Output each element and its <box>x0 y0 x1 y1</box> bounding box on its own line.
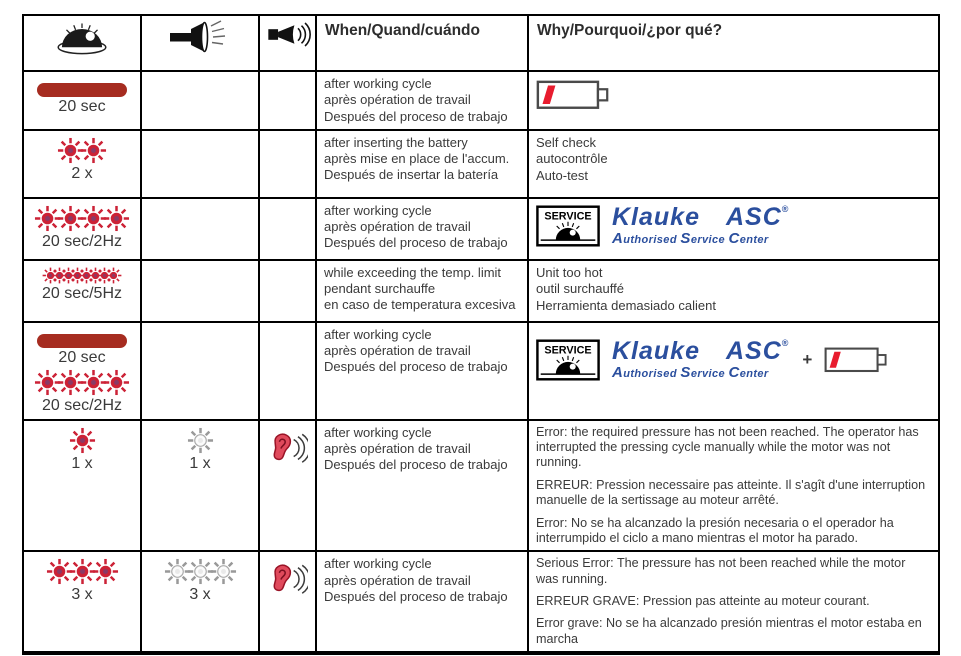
why-paragraph: Error: the required pressure has not been reached. The operator has interrupted the pressing cycle manually while the motor was not running. <box>536 424 919 470</box>
when-line: after working cycle <box>324 202 432 218</box>
klauke-brand-text: Klauke <box>612 203 700 232</box>
when-line: Después del proceso de trabajo <box>324 359 508 375</box>
registered-mark: ® <box>781 204 789 215</box>
led-solid-bar-icon <box>37 334 127 348</box>
table-row <box>23 260 939 322</box>
beeper-signal <box>268 562 308 603</box>
when-line: après opération de travail <box>324 572 471 588</box>
flash-blink-group <box>149 427 251 473</box>
why-cell <box>528 260 939 322</box>
table-row <box>23 322 939 420</box>
horn-indicator-cell <box>259 420 316 552</box>
indicator-table-body <box>23 71 939 653</box>
table-row <box>23 420 939 552</box>
why-cell <box>528 322 939 420</box>
blink-sequence <box>46 267 118 284</box>
when-line: après opération de travail <box>324 441 471 456</box>
header-row <box>23 15 939 71</box>
when-line: Después del proceso de trabajo <box>324 235 508 251</box>
why-cell <box>528 420 939 552</box>
why-paragraph: ERREUR GRAVE: Pression pas atteinte au moteur courant. <box>536 593 870 608</box>
led-blink-icon <box>105 267 122 284</box>
when-cell <box>316 551 528 653</box>
led-blink-group <box>31 267 133 303</box>
led-blink-group <box>31 558 133 604</box>
led-indicator-cell <box>23 420 141 552</box>
when-cell <box>316 71 528 130</box>
why-line: autocontrôle <box>536 151 608 167</box>
blink-sequence <box>59 137 105 164</box>
when-line: après opération de travail <box>324 219 471 234</box>
when-line: Después del proceso de trabajo <box>324 588 508 604</box>
horn-indicator-cell <box>259 71 316 130</box>
why-cell <box>528 130 939 198</box>
why-battery <box>536 80 931 115</box>
indicator-table <box>22 14 940 655</box>
why-paragraph: ERREUR: Pression necessaire pas atteinte. Il s'agît d'une interruption manuelle de la sertissage au moteur arrêté. <box>536 477 926 508</box>
service-box-icon <box>536 339 600 381</box>
klauke-asc-logo <box>612 339 788 380</box>
led-solid-bar-icon <box>37 83 127 97</box>
indicator-label: 20 sec <box>58 348 106 366</box>
why-cell <box>528 71 939 130</box>
led-blink-group <box>31 137 133 183</box>
led-blink-icon <box>92 558 119 585</box>
klauke-asc-logo <box>612 205 788 246</box>
horn-indicator-cell <box>259 260 316 322</box>
blink-sequence <box>71 427 94 454</box>
when-line: pendant surchauffe <box>324 281 436 296</box>
when-line: après mise en place de l'accum. <box>324 151 510 166</box>
horn-icon <box>267 26 313 43</box>
indicator-label: 20 sec/5Hz <box>41 284 123 302</box>
when-line: after inserting the battery <box>324 134 468 150</box>
why-cell <box>528 198 939 260</box>
flashlight-indicator-cell <box>141 260 259 322</box>
led-indicator-cell <box>23 260 141 322</box>
svg-text:SERVICE: SERVICE <box>544 344 592 357</box>
blink-sequence <box>48 558 117 585</box>
flashlight-indicator-cell <box>141 322 259 420</box>
when-cell <box>316 322 528 420</box>
why-service-logo <box>536 205 931 247</box>
flashlight-glyph <box>169 20 231 54</box>
table-row <box>23 130 939 198</box>
indicator-label: 1 x <box>71 454 93 472</box>
led-indicator-cell <box>23 551 141 653</box>
led-blink-group <box>31 427 133 473</box>
blink-sequence <box>189 427 212 454</box>
flashlight-column-header <box>141 15 259 71</box>
when-line: après opération de travail <box>324 92 471 108</box>
when-line: Después del proceso de trabajo <box>324 457 508 473</box>
led-solid-group <box>31 78 133 116</box>
beeper-signal <box>268 431 308 472</box>
horn-indicator-cell <box>259 322 316 420</box>
authorised-service-center-text: Authorised Service Center <box>612 364 769 382</box>
blink-sequence <box>36 369 128 396</box>
horn-glyph <box>267 20 313 49</box>
when-line: after working cycle <box>324 556 432 572</box>
indicator-label: 20 sec/2Hz <box>41 232 123 250</box>
indicator-label: 2 x <box>71 164 93 182</box>
why-line: Herramienta demasiado calient <box>536 298 716 313</box>
why-cell <box>528 551 939 653</box>
why-line: Auto-test <box>536 168 589 183</box>
when-line: en caso de temperatura excesiva <box>324 297 516 313</box>
ear-icon <box>268 431 308 467</box>
led-blink-group <box>31 205 133 251</box>
svg-text:SERVICE: SERVICE <box>544 210 592 223</box>
when-line: Después de insertar la batería <box>324 167 499 183</box>
led-column-header <box>23 15 141 71</box>
when-cell <box>316 260 528 322</box>
when-line: after working cycle <box>324 326 432 342</box>
indicator-label: 3 x <box>71 586 93 604</box>
indicator-label: 20 sec <box>58 98 106 115</box>
why-paragraph: Serious Error: The pressure has not been reached while the motor was running. <box>536 556 906 586</box>
led-blink-icon <box>103 205 130 232</box>
when-cell <box>316 198 528 260</box>
why-column-header: Why/Pourquoi/¿por qué? <box>528 15 939 71</box>
manual-page <box>0 14 961 655</box>
blink-sequence <box>166 558 235 585</box>
table-row <box>23 198 939 260</box>
flashlight-indicator-cell <box>141 198 259 260</box>
ear-icon <box>268 562 308 598</box>
indicator-label: 20 sec/2Hz <box>41 396 123 414</box>
why-line: outil surchauffé <box>536 281 624 297</box>
led-solid-group <box>31 329 133 367</box>
battery-low-icon <box>536 80 610 110</box>
when-cell <box>316 420 528 552</box>
indicator-label: 1 x <box>189 454 211 472</box>
why-paragraph: Error: No se ha alcanzado la presión necesaria o el operador ha interrumpido el ciclo a mano mientras el motor ha parado. <box>536 515 894 545</box>
battery-low-icon <box>824 347 888 373</box>
flashlight-icon <box>169 28 231 45</box>
flashlight-indicator-cell <box>141 71 259 130</box>
why-line: Self check <box>536 134 596 150</box>
when-line: after working cycle <box>324 76 432 91</box>
led-indicator-cell <box>23 130 141 198</box>
why-service-logo-battery <box>536 339 931 381</box>
horn-indicator-cell <box>259 198 316 260</box>
horn-column-header <box>259 15 316 71</box>
horn-indicator-cell <box>259 551 316 653</box>
why-line: Unit too hot <box>536 264 603 280</box>
when-cell <box>316 130 528 198</box>
flash-blink-icon <box>210 558 237 585</box>
horn-indicator-cell <box>259 130 316 198</box>
when-line: after working cycle <box>324 424 432 440</box>
table-row <box>23 71 939 130</box>
flashlight-indicator-cell <box>141 420 259 552</box>
indicator-label: 3 x <box>189 586 211 604</box>
when-column-header: When/Quand/cuándo <box>316 15 528 71</box>
blink-sequence <box>36 205 128 232</box>
led-lamp-glyph <box>50 20 114 58</box>
led-blink-group <box>31 369 133 415</box>
flash-blink-group <box>149 558 251 604</box>
flashlight-indicator-cell <box>141 551 259 653</box>
led-blink-icon <box>69 427 96 454</box>
flashlight-indicator-cell <box>141 130 259 198</box>
table-row <box>23 551 939 653</box>
led-indicator-cell <box>23 322 141 420</box>
led-indicator-cell <box>23 198 141 260</box>
registered-mark: ® <box>781 338 789 349</box>
led-lamp-icon <box>50 30 114 47</box>
service-box-icon <box>536 205 600 247</box>
led-indicator-cell <box>23 71 141 130</box>
when-line: while exceeding the temp. limit <box>324 264 502 280</box>
asc-text: ASC <box>725 337 782 366</box>
authorised-service-center-text: Authorised Service Center <box>612 230 769 248</box>
led-blink-icon <box>103 369 130 396</box>
led-blink-icon <box>80 137 107 164</box>
when-line: Después del proceso de trabajo <box>324 108 508 124</box>
flash-blink-icon <box>187 427 214 454</box>
klauke-brand-text: Klauke <box>612 337 700 366</box>
asc-text: ASC <box>725 203 782 232</box>
when-line: après opération de travail <box>324 343 471 358</box>
plus-separator: + <box>802 349 813 369</box>
why-paragraph: Error grave: No se ha alcanzado presión mientras el motor estaba en marcha <box>536 616 922 646</box>
